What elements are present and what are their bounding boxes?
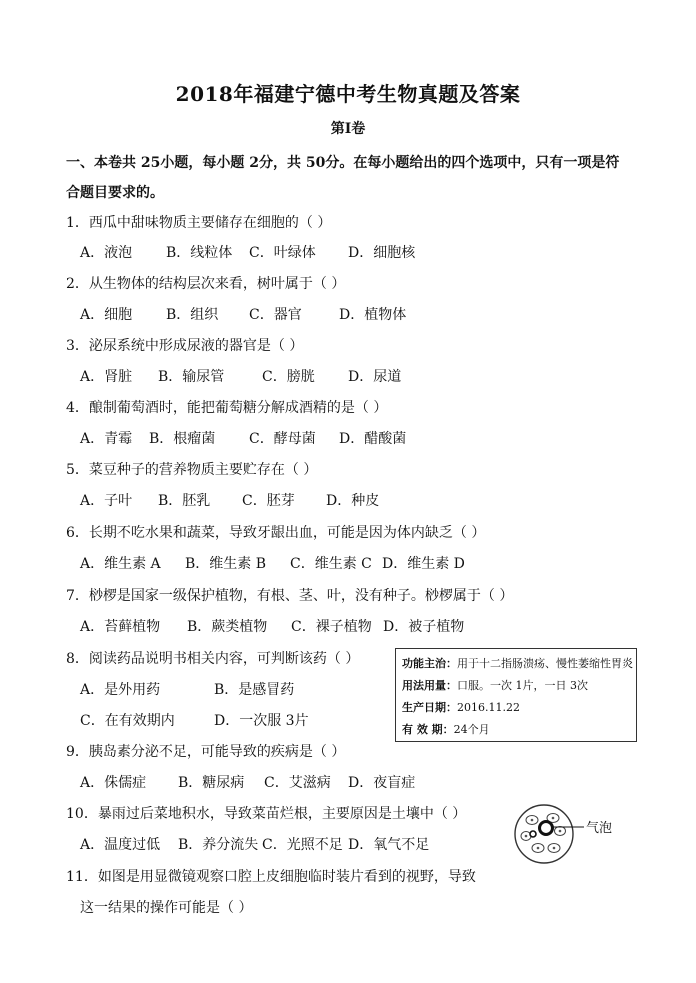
option-c: C．在有效期内 (80, 713, 175, 729)
question-3-stem: 3．泌尿系统中形成尿液的器官是（ ） (66, 338, 304, 354)
drug-label-production-date: 生产日期：2016.11.22 (402, 701, 520, 714)
option-c: C．维生素 C (290, 556, 372, 572)
option-d: D．氧气不足 (348, 837, 430, 853)
question-7-stem: 7．桫椤是国家一级保护植物，有根、茎、叶，没有种子。桫椤属于（ ） (66, 588, 514, 604)
option-b: B．组织 (166, 307, 219, 323)
drug-label-dosage: 用法用量：口服。一次 1片，一日 3次 (402, 679, 588, 692)
option-d: D．植物体 (339, 307, 407, 323)
question-9-stem: 9．胰岛素分泌不足，可能导致的疾病是（ ） (66, 744, 346, 760)
option-d: D．细胞核 (348, 245, 416, 261)
option-a: A．维生素 A (80, 556, 161, 572)
question-4-stem: 4．酿制葡萄酒时，能把葡萄糖分解成酒精的是（ ） (66, 400, 388, 416)
volume-heading: 第Ⅰ卷 (330, 121, 366, 137)
option-b: B．输尿管 (158, 369, 225, 385)
question-5-stem: 5．菜豆种子的营养物质主要贮存在（ ） (66, 462, 318, 478)
option-a: A．肾脏 (80, 369, 133, 385)
option-c: C．裸子植物 (291, 619, 372, 635)
option-b: B．糖尿病 (178, 775, 245, 791)
drug-label-indication: 功能主治：用于十二指肠溃疡、慢性萎缩性胃炎 (402, 657, 633, 670)
small-bubble (530, 831, 536, 837)
option-a: A．苔藓植物 (80, 619, 161, 635)
bubble-label: 气泡 (586, 821, 613, 836)
option-c: C．胚芽 (242, 493, 295, 509)
option-c: C．叶绿体 (249, 245, 316, 261)
drug-label-box (395, 648, 637, 742)
air-bubble (540, 822, 553, 835)
option-b: B．根瘤菌 (149, 431, 216, 447)
question-2-stem: 2．从生物体的结构层次来看，树叶属于（ ） (66, 276, 346, 292)
microscope-field-figure (508, 796, 632, 872)
option-d: D．维生素 D (382, 556, 465, 572)
option-b: B．胚乳 (158, 493, 211, 509)
option-a: A．侏儒症 (80, 775, 147, 791)
option-d: D．醋酸菌 (339, 431, 407, 447)
option-c: C．膀胱 (262, 369, 315, 385)
page-title: 2018年福建宁德中考生物真题及答案 (175, 82, 521, 106)
question-11-stem: 11．如图是用显微镜观察口腔上皮细胞临时装片看到的视野，导致 (66, 869, 476, 885)
question-11-stem-continued: 这一结果的操作可能是（ ） (80, 900, 253, 916)
question-8-stem: 8．阅读药品说明书相关内容，可判断该药（ ） (66, 651, 360, 667)
option-b: B．维生素 B (185, 556, 267, 572)
option-d: D．尿道 (348, 369, 402, 385)
option-d: D．一次服 3片 (214, 713, 309, 729)
option-c: C．器官 (249, 307, 302, 323)
section-instructions-line2: 合题目要求的。 (66, 185, 164, 201)
question-10-stem: 10．暴雨过后菜地积水，导致菜苗烂根，主要原因是土壤中（ ） (66, 806, 467, 822)
section-instructions-line1: 一、本卷共 25小题，每小题 2分，共 50分。在每小题给出的四个选项中，只有一项是符 (66, 155, 620, 171)
option-c: C．光照不足 (262, 837, 343, 853)
option-d: D．种皮 (326, 493, 380, 509)
option-a: A．细胞 (80, 307, 133, 323)
option-d: D．夜盲症 (348, 775, 416, 791)
drug-label-expiry: 有 效 期：24个月 (402, 723, 490, 736)
option-a: A．子叶 (80, 493, 133, 509)
option-b: B．养分流失 (178, 837, 259, 853)
question-6-stem: 6．长期不吃水果和蔬菜，导致牙龈出血，可能是因为体内缺乏（ ） (66, 525, 486, 541)
question-1-stem: 1．西瓜中甜味物质主要储存在细胞的（ ） (66, 215, 332, 231)
option-b: B．蕨类植物 (187, 619, 268, 635)
option-c: C．艾滋病 (264, 775, 331, 791)
option-a: A．液泡 (80, 245, 133, 261)
option-a: A．温度过低 (80, 837, 161, 853)
option-d: D．被子植物 (383, 619, 465, 635)
option-a: A．青霉 (80, 431, 133, 447)
option-c: C．酵母菌 (249, 431, 316, 447)
option-b: B．线粒体 (166, 245, 233, 261)
option-a: A．是外用药 (80, 682, 161, 698)
option-b: B．是感冒药 (214, 682, 295, 698)
